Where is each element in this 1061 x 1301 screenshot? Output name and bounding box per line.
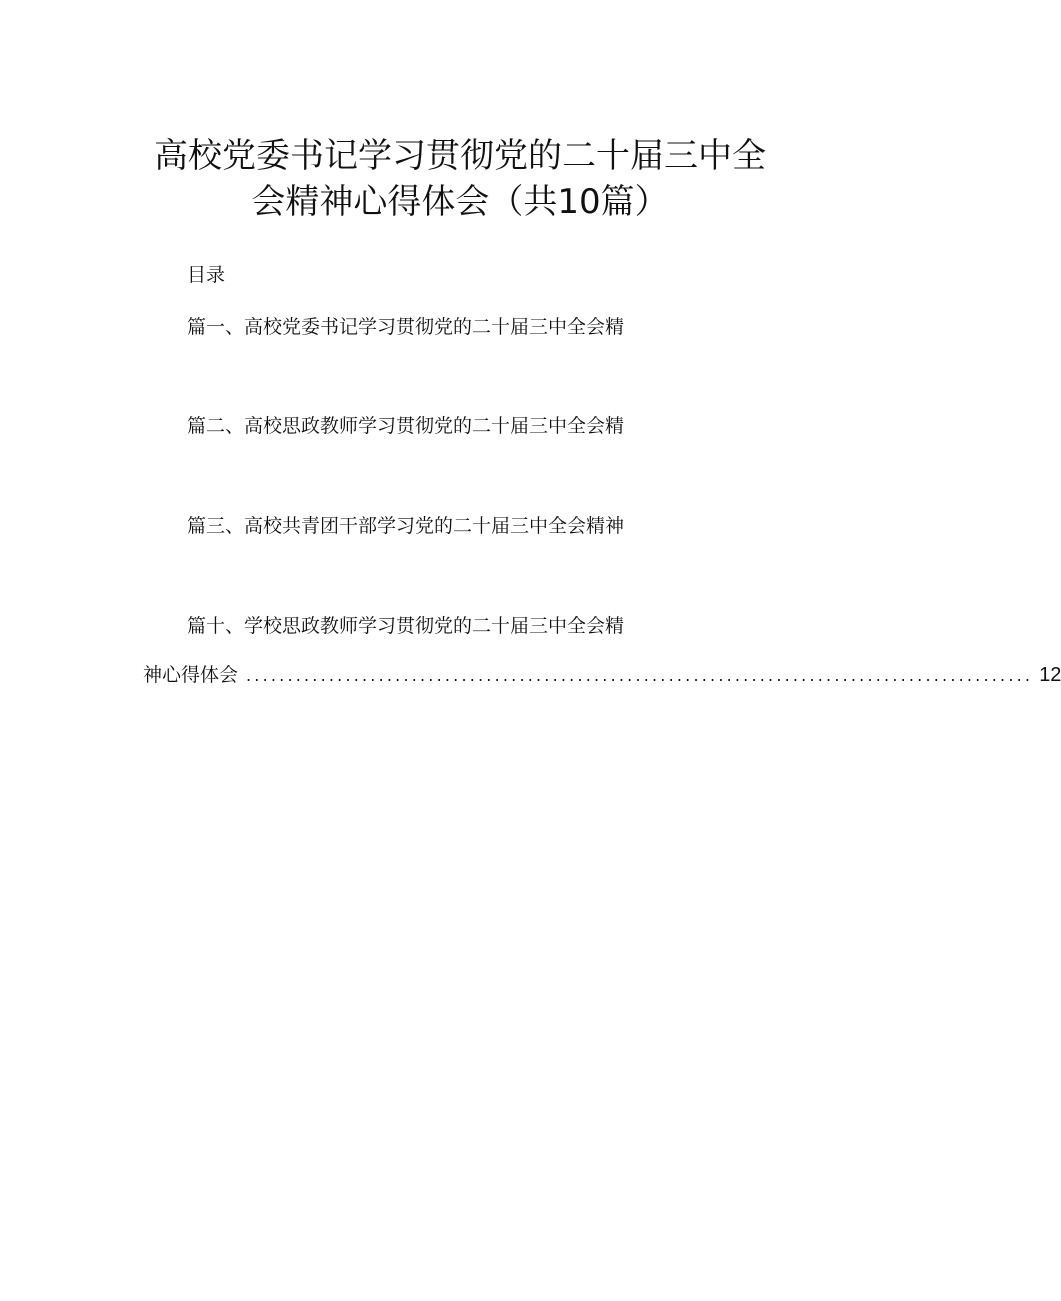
toc-dot-leader: ............................................................................................... (246, 666, 1034, 685)
toc-page-number: 12 (1039, 664, 1061, 686)
toc-entry-continuation-text: 神心得体会 (143, 664, 239, 686)
toc-entry-10-continuation[interactable] (143, 662, 1061, 690)
document-title-line-1: 高校党委书记学习贯彻党的二十届三中全 (154, 136, 766, 176)
toc-entry-2[interactable]: 篇二、高校思政教师学习贯彻党的二十届三中全会精 (187, 415, 625, 437)
toc-entry-3[interactable]: 篇三、高校共青团干部学习党的二十届三中全会精神 (187, 515, 625, 537)
document-title-line-2: 会精神心得体会（共10篇） (251, 182, 669, 222)
toc-heading: 目录 (187, 264, 226, 286)
toc-entry-10[interactable]: 篇十、学校思政教师学习贯彻党的二十届三中全会精 (187, 615, 625, 637)
toc-entry-1[interactable]: 篇一、高校党委书记学习贯彻党的二十届三中全会精 (187, 316, 625, 338)
